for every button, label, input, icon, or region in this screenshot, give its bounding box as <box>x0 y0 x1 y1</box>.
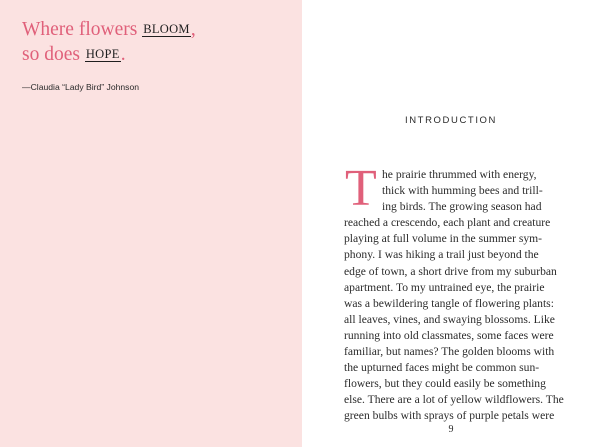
body-line: else. There are a lot of yellow wildflowers. The <box>344 393 564 407</box>
body-line: was a bewildering tangle of flowering plants: <box>344 296 554 310</box>
drop-cap: T <box>345 160 377 217</box>
body-line: edge of town, a short drive from my suburban <box>344 264 557 278</box>
body-line: ing birds. The growing season had <box>382 200 542 214</box>
epigraph-emphasis-hope: HOPE <box>85 47 120 61</box>
epigraph-emphasis-bloom: BLOOM <box>143 22 190 36</box>
body-line: running into old classmates, some faces were <box>344 328 554 342</box>
body-line: he prairie thrummed with energy, <box>382 168 537 181</box>
epigraph-line-2-text: so does <box>22 44 80 65</box>
body-line: reached a crescendo, each plant and creature <box>344 216 551 230</box>
body-line: the upturned faces might be common sun- <box>344 361 540 375</box>
body-paragraph <box>344 160 590 425</box>
body-line: all leaves, vines, and swaying blossoms. Like <box>344 312 555 326</box>
body-line: flowers, but they could easily be something <box>344 377 546 391</box>
right-page <box>302 0 600 447</box>
body-line: green bulbs with sprays of purple petals were <box>344 409 555 423</box>
page-number: 9 <box>448 424 454 435</box>
chapter-heading: INTRODUCTION <box>404 115 498 126</box>
body-line: playing at full volume in the summer sym- <box>344 232 543 246</box>
body-line: thick with humming bees and trill- <box>382 184 543 198</box>
epigraph-line-2-punct: . <box>120 44 126 65</box>
epigraph-attribution: —Claudia “Lady Bird” Johnson <box>22 82 140 92</box>
body-line: familiar, but names? The golden blooms with <box>344 345 555 359</box>
epigraph-line-2 <box>22 43 196 68</box>
body-line: phony. I was hiking a trail just beyond the <box>344 248 539 262</box>
epigraph-quote <box>22 18 196 68</box>
epigraph-line-1-punct: , <box>190 19 196 40</box>
epigraph-line-1-text: Where flowers <box>22 19 138 40</box>
body-line: apartment. To my untrained eye, the prairie <box>344 280 545 294</box>
epigraph-line-1 <box>22 18 196 43</box>
